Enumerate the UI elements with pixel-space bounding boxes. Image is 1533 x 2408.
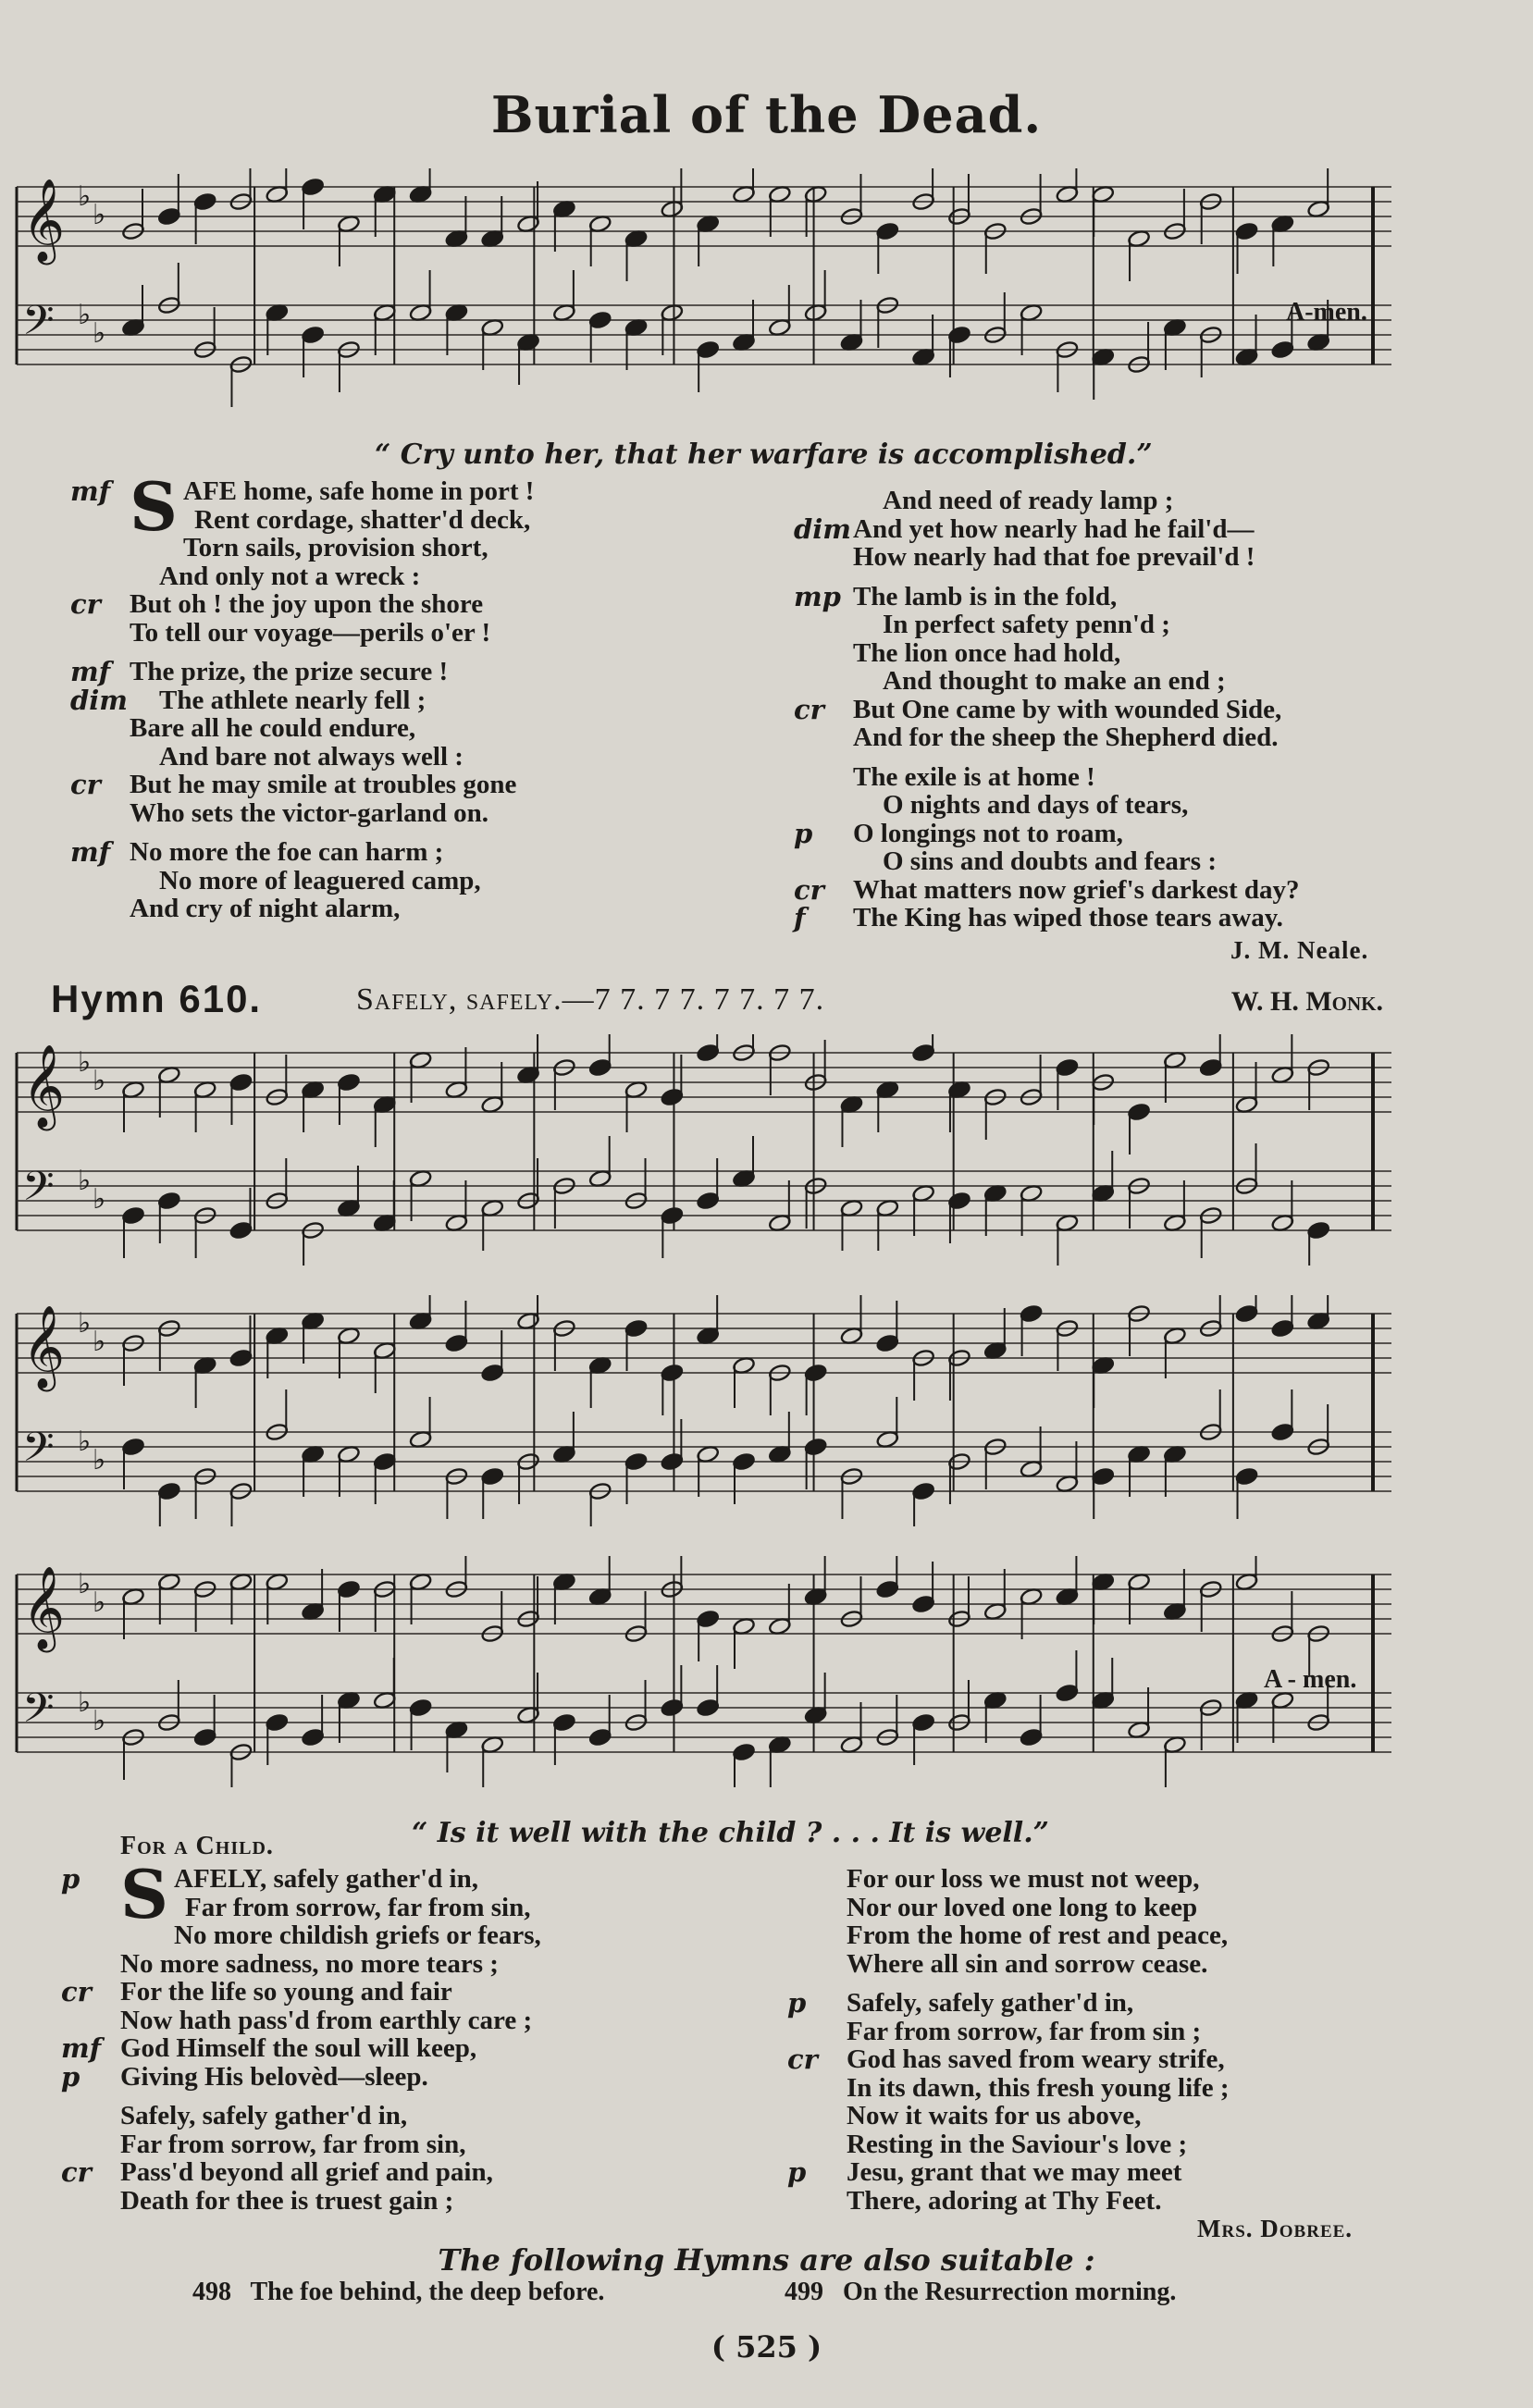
svg-text:𝄢: 𝄢	[22, 1423, 55, 1481]
dynamic-marking: cr	[787, 2044, 818, 2075]
dynamic-marking: cr	[794, 873, 824, 906]
verses-right	[787, 1864, 1448, 2226]
verse-line	[794, 693, 1445, 725]
verse-text: In perfect safety penn'd ;	[883, 610, 1170, 639]
dynamic-marking: cr	[61, 2156, 92, 2188]
stanza	[61, 1855, 731, 2093]
verse-line	[794, 902, 1445, 933]
verse-text: Nor our loved one long to keep	[847, 1892, 1198, 1922]
verse-text: And only not a wreck :	[159, 561, 421, 591]
music-score-hymn-1	[13, 168, 1401, 423]
music-score-hymn-610-line-3	[13, 1556, 1401, 1787]
page-number: ( 525 )	[711, 2329, 822, 2365]
verse-text: God Himself the soul will keep,	[120, 2033, 477, 2063]
svg-text:♭: ♭	[93, 1065, 106, 1097]
related-hymn	[785, 2278, 1176, 2307]
verse-text: Who sets the victor-garland on.	[130, 797, 488, 828]
related-hymn	[192, 2278, 604, 2307]
verse-line	[853, 611, 1445, 639]
dynamic-marking: p	[787, 1987, 807, 2019]
verse-line	[794, 873, 1445, 906]
verse-line	[847, 1950, 1448, 1979]
tune-name: Safely, safely.—7 7. 7 7. 7 7. 7 7.	[356, 982, 825, 1017]
dynamic-marking: cr	[70, 588, 101, 620]
hymn-heading	[51, 977, 1383, 1023]
verse-line	[70, 684, 740, 716]
verse-line	[61, 1976, 731, 2007]
occasion-label: For a Child.	[120, 1832, 274, 1860]
verse-text: What matters now grief's darkest day?	[853, 874, 1300, 905]
verse-line	[853, 487, 1445, 515]
verse-text: For the life so young and fair	[120, 1977, 452, 2007]
verse-line	[853, 543, 1445, 572]
stanza	[794, 761, 1445, 933]
verse-line	[120, 2130, 731, 2159]
svg-text:𝄢: 𝄢	[22, 1162, 55, 1220]
music-score-hymn-610-line-1	[13, 1034, 1401, 1266]
verse-line	[847, 2074, 1448, 2103]
amen-label: A-men.	[1286, 298, 1367, 327]
verse-text: Jesu, grant that we may meet	[847, 2157, 1182, 2187]
dynamic-marking: dim	[794, 512, 851, 545]
drop-cap: S	[130, 467, 178, 546]
verse-line	[853, 791, 1445, 820]
verse-text: Far from sorrow, far from sin,	[185, 1892, 531, 1922]
verse-text: Safely, safely gather'd in,	[120, 2101, 408, 2130]
svg-text:♭: ♭	[93, 317, 106, 350]
verse-line	[847, 1865, 1448, 1894]
svg-text:♭: ♭	[78, 1426, 92, 1458]
dynamic-marking: p	[794, 817, 813, 849]
verse-text: And bare not always well :	[159, 741, 464, 772]
verse-text: And for the sheep the Shepherd died.	[853, 722, 1279, 752]
verse-line	[130, 867, 740, 895]
svg-text:♭: ♭	[93, 1444, 106, 1476]
svg-text:♭: ♭	[78, 1686, 92, 1719]
verse-text: Now it waits for us above,	[847, 2101, 1142, 2130]
verse-line	[853, 639, 1445, 668]
svg-text:𝄞: 𝄞	[22, 1044, 66, 1128]
verse-line	[130, 895, 740, 923]
verse-text: Far from sorrow, far from sin ;	[847, 2016, 1202, 2046]
svg-text:♭: ♭	[93, 1183, 106, 1216]
verse-line	[130, 743, 740, 772]
stanza	[794, 580, 1445, 752]
verse-line	[61, 2032, 731, 2064]
verse-text: O longings not to roam,	[853, 818, 1123, 848]
verse-text: But oh ! the joy upon the shore	[130, 589, 484, 619]
verse-line	[794, 817, 1445, 849]
dynamic-marking: mf	[70, 656, 111, 687]
verse-text: No more sadness, no more tears ;	[120, 1948, 499, 1979]
stanza	[70, 656, 740, 828]
stanza	[70, 836, 740, 923]
svg-text:𝄞: 𝄞	[22, 1305, 66, 1389]
verse-text: AFE home, safe home in port !	[183, 476, 535, 506]
dynamic-marking: p	[61, 2060, 80, 2093]
verses-left	[70, 467, 740, 934]
epigraph: “ Is it well with the child ? . . . It is well.”	[412, 1817, 1049, 1849]
svg-text:𝄞: 𝄞	[22, 179, 66, 262]
composer: W. H. Monk.	[1230, 986, 1383, 1017]
verse-line	[120, 1921, 731, 1950]
verses-right	[794, 486, 1445, 944]
verse-line	[70, 836, 740, 868]
verses-left	[61, 1855, 731, 2226]
dynamic-marking: mf	[70, 475, 111, 507]
hymn-number: Hymn 610.	[51, 977, 263, 1020]
drop-cap: S	[120, 1855, 168, 1933]
verse-text: Now hath pass'd from earthly care ;	[120, 2005, 533, 2035]
stanza	[70, 467, 740, 648]
related-hymn-title: On the Resurrection morning.	[843, 2278, 1177, 2306]
verse-line	[847, 2130, 1448, 2159]
staff-system	[17, 1556, 1391, 1787]
verse-text: And cry of night alarm,	[130, 894, 401, 923]
staff-system	[17, 1034, 1391, 1266]
verse-line	[120, 2102, 731, 2130]
verse-text: No more of leaguered camp,	[159, 865, 481, 895]
verse-line	[787, 2044, 1448, 2075]
verse-text: AFELY, safely gather'd in,	[174, 1864, 478, 1894]
verse-text: The lion once had hold,	[853, 637, 1121, 668]
svg-text:𝄞: 𝄞	[22, 1566, 66, 1649]
svg-text:♭: ♭	[93, 1587, 106, 1619]
verse-line	[847, 2187, 1448, 2216]
svg-text:𝄢: 𝄢	[22, 296, 55, 354]
dynamic-marking: dim	[70, 684, 128, 716]
verse-text: But One came by with wounded Side,	[853, 694, 1282, 724]
verse-line	[70, 656, 740, 687]
svg-text:♭: ♭	[78, 299, 92, 331]
svg-text:♭: ♭	[93, 1705, 106, 1737]
svg-text:♭: ♭	[78, 1165, 92, 1197]
verse-line	[130, 799, 740, 828]
verse-text: And thought to make an end ;	[883, 666, 1226, 696]
svg-text:♭: ♭	[93, 199, 106, 231]
verse-text: Rent cordage, shatter'd deck,	[194, 504, 531, 535]
verse-line	[61, 2060, 731, 2093]
verse-text: Safely, safely gather'd in,	[847, 1988, 1134, 2018]
verse-text: And need of ready lamp ;	[883, 486, 1174, 515]
verse-line	[120, 2187, 731, 2216]
verse-line	[794, 512, 1445, 545]
verse-line	[120, 1894, 731, 1922]
verse-text: And yet how nearly had he fail'd—	[853, 513, 1255, 544]
verse-text: Far from sorrow, far from sin,	[120, 2129, 466, 2159]
dynamic-marking: cr	[794, 693, 824, 725]
svg-text:♭: ♭	[78, 1307, 92, 1340]
verse-text: No more the foe can harm ;	[130, 837, 444, 867]
verse-text: Resting in the Saviour's love ;	[847, 2129, 1188, 2159]
dynamic-marking: cr	[70, 769, 101, 800]
amen-label: A - men.	[1264, 1665, 1357, 1694]
dynamic-marking: p	[787, 2156, 807, 2188]
dynamic-marking: cr	[61, 1976, 92, 2007]
epigraph: “ Cry unto her, that her warfare is accomplished.”	[375, 438, 1153, 471]
dynamic-marking: f	[794, 902, 806, 933]
staff-system	[17, 168, 1391, 407]
also-suitable-heading: The following Hymns are also suitable :	[438, 2242, 1095, 2278]
verse-line	[853, 847, 1445, 876]
verse-text: Death for thee is truest gain ;	[120, 2185, 454, 2216]
verse-line	[847, 2102, 1448, 2130]
author-credit: J. M. Neale.	[1230, 936, 1369, 964]
verse-text: For our loss we must not weep,	[847, 1864, 1200, 1894]
verse-line	[853, 723, 1445, 752]
verse-text: The athlete nearly fell ;	[159, 685, 427, 715]
verse-line	[130, 506, 740, 535]
verse-line	[847, 1894, 1448, 1922]
verse-text: The lamb is in the fold,	[853, 581, 1118, 611]
svg-text:♭: ♭	[78, 180, 92, 213]
verse-text: Pass'd beyond all grief and pain,	[120, 2157, 493, 2187]
verse-text: In its dawn, this fresh young life ;	[847, 2072, 1230, 2103]
verse-text: To tell our voyage—perils o'er !	[130, 617, 491, 648]
verse-line	[787, 2156, 1448, 2188]
svg-text:𝄢: 𝄢	[22, 1684, 55, 1742]
music-score-hymn-610-line-2	[13, 1295, 1401, 1526]
verse-line	[847, 1921, 1448, 1950]
dynamic-marking: p	[61, 1863, 80, 1895]
verse-text: Bare all he could endure,	[130, 713, 416, 743]
related-hymn-title: The foe behind, the deep before.	[250, 2278, 605, 2306]
verse-line	[794, 580, 1445, 612]
verse-line	[787, 1987, 1448, 2019]
author-credit: Mrs. Dobree.	[1197, 2215, 1354, 2242]
verse-line	[853, 763, 1445, 792]
verse-line	[70, 588, 740, 620]
stanza	[794, 486, 1445, 572]
verse-text: There, adoring at Thy Feet.	[847, 2185, 1162, 2216]
dynamic-marking: mp	[794, 580, 841, 612]
verse-line	[120, 2007, 731, 2035]
svg-text:♭: ♭	[78, 1568, 92, 1600]
verse-text: Giving His belovèd—sleep.	[120, 2061, 428, 2092]
verse-text: The King has wiped those tears away.	[853, 903, 1283, 932]
verse-text: God has saved from weary strife,	[847, 2044, 1225, 2074]
related-hymn-number: 499	[785, 2278, 823, 2306]
verse-text: The prize, the prize secure !	[130, 657, 449, 686]
verse-text: But he may smile at troubles gone	[130, 770, 517, 799]
stanza	[847, 1865, 1448, 1978]
verse-line	[130, 562, 740, 591]
verse-line	[130, 714, 740, 743]
verse-line	[61, 2156, 731, 2188]
dynamic-marking: mf	[61, 2032, 102, 2064]
verse-line	[847, 2018, 1448, 2046]
verse-line	[130, 619, 740, 648]
stanza	[61, 2101, 731, 2216]
verse-line	[70, 769, 740, 800]
verse-text: No more childish griefs or fears,	[174, 1920, 541, 1950]
staff-system	[17, 1295, 1391, 1526]
svg-text:♭: ♭	[93, 1326, 106, 1358]
verse-text: The exile is at home !	[853, 761, 1095, 792]
dynamic-marking: mf	[70, 836, 111, 868]
verse-text: O nights and days of tears,	[883, 790, 1189, 820]
verse-line	[120, 1950, 731, 1979]
verse-text: From the home of rest and peace,	[847, 1920, 1229, 1950]
verse-text: How nearly had that foe prevail'd !	[853, 542, 1255, 572]
related-hymn-number: 498	[192, 2278, 231, 2306]
verse-text: O sins and doubts and fears :	[883, 846, 1217, 876]
svg-text:♭: ♭	[78, 1046, 92, 1079]
verse-text: Where all sin and sorrow cease.	[847, 1948, 1208, 1979]
stanza	[787, 1987, 1448, 2216]
verse-text: Torn sails, provision short,	[183, 533, 488, 562]
verse-line	[130, 534, 740, 562]
page-title: Burial of the Dead.	[490, 85, 1043, 144]
verse-line	[853, 667, 1445, 696]
